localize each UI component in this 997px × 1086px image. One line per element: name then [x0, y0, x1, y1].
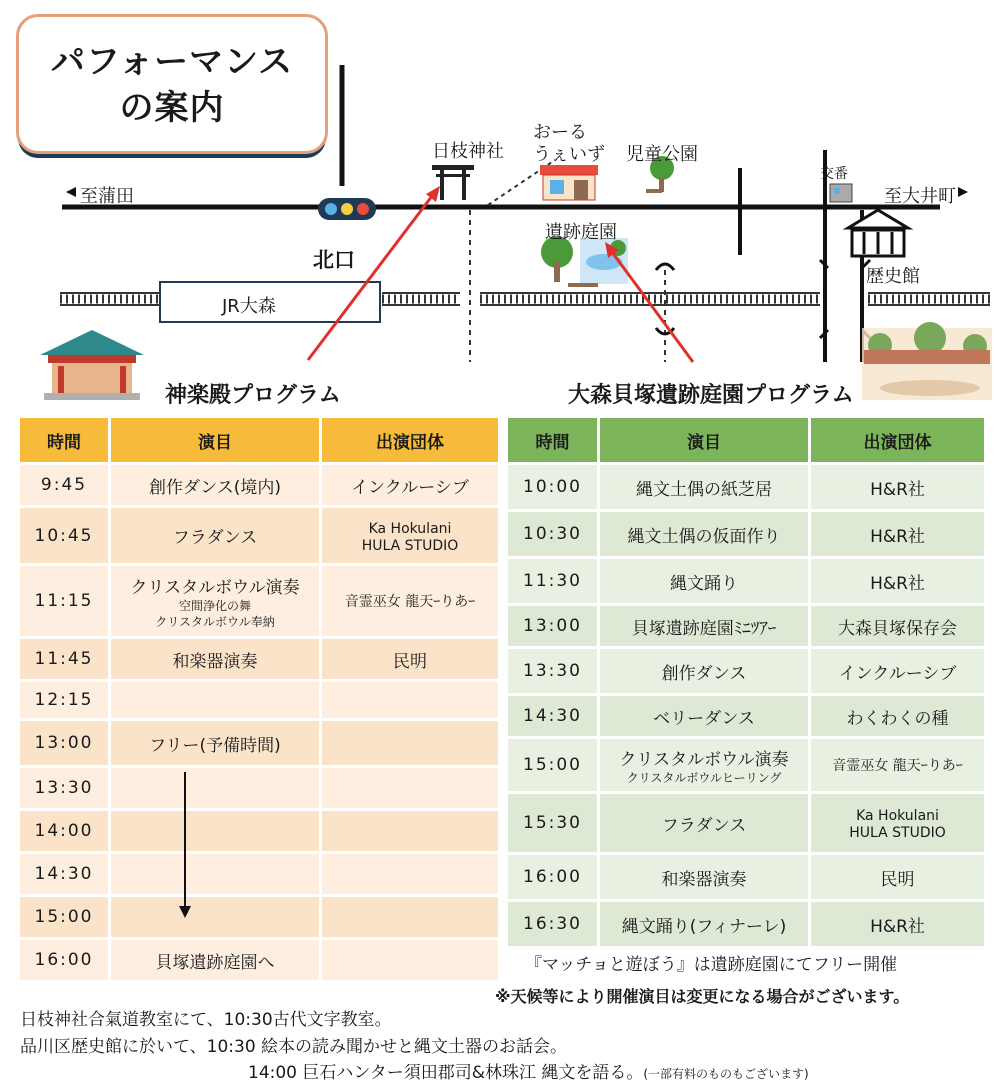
program-cell [600, 559, 811, 603]
table-row [20, 940, 498, 980]
jr-omori-label: JR大森 [222, 296, 276, 317]
table-row [508, 696, 984, 736]
group-text2: HULA STUDIO [849, 825, 946, 841]
column-header: 出演団体 [811, 418, 984, 462]
group-text: インクルーシブ [838, 663, 957, 684]
table-row [508, 606, 984, 646]
table-row [508, 512, 984, 556]
to-oimachi-label: 至大井町 [884, 186, 956, 207]
program-cell [111, 465, 322, 505]
program-text: 和楽器演奏 [661, 869, 747, 890]
program-text: クリスタルボウル演奏 [130, 577, 300, 598]
group-cell [322, 721, 498, 765]
program-text: フラダンス [172, 528, 258, 548]
group-cell [811, 465, 984, 509]
area-map [0, 0, 997, 400]
table-row [508, 559, 984, 603]
table-row [20, 768, 498, 808]
group-text: 音霊巫女 龍天ｰりあｰ [344, 594, 476, 610]
north-exit-label: 北口 [313, 248, 355, 272]
macho-note: 『マッチョと遊ぼう』は遺跡庭園にてフリー開催 [525, 955, 898, 975]
group-cell [322, 811, 498, 851]
group-cell [322, 897, 498, 937]
column-header: 時間 [508, 418, 600, 462]
ruins-garden-label: 遺跡庭園 [545, 222, 617, 243]
museum-icon [848, 210, 908, 256]
footer-line1: 日枝神社合氣道教室にて、10:30古代文字教室。 [20, 1010, 392, 1030]
table-row [20, 508, 498, 563]
down-arrow-icon [175, 770, 195, 920]
kagura-table [20, 415, 498, 983]
footer-line3-small: (一部有料のものもございます) [643, 1067, 809, 1081]
table-header-row [20, 418, 498, 462]
time-cell: 9:45 [20, 465, 111, 505]
group-text: インクルーシブ [351, 477, 469, 498]
program-cell [600, 512, 811, 556]
program-cell [111, 940, 322, 980]
program-text: 縄文踊り [670, 573, 738, 594]
time-cell: 15:00 [20, 897, 111, 937]
footer-line3 [248, 1058, 809, 1083]
group-text: H&R社 [870, 916, 925, 937]
group-cell [322, 854, 498, 894]
column-header: 演目 [600, 418, 811, 462]
title-line1: パフォーマンス [50, 42, 294, 82]
program-cell [600, 649, 811, 693]
group-text: 民明 [880, 869, 915, 890]
history-museum-label: 歴史館 [866, 266, 920, 287]
program-cell [111, 768, 322, 808]
police-box-icon [830, 184, 852, 202]
program-cell [600, 794, 811, 852]
time-cell: 15:00 [508, 739, 600, 791]
column-header: 演目 [111, 418, 322, 462]
left-arrow-icon [66, 187, 76, 197]
group-text: 音霊巫女 龍天ｰりあｰ [832, 758, 963, 774]
right-arrow-icon [958, 187, 968, 197]
time-cell: 11:30 [508, 559, 600, 603]
group-text: H&R社 [870, 479, 925, 500]
group-cell [811, 794, 984, 852]
program-cell [111, 811, 322, 851]
torii-icon [432, 165, 474, 200]
footer-line3-main: 14:00 巨石ハンター須田郡司&林珠江 縄文を語る。 [248, 1063, 644, 1083]
group-text: H&R社 [870, 573, 925, 594]
program-cell [111, 508, 322, 563]
group-text: 大森貝塚保存会 [838, 618, 957, 639]
hie-shrine-label: 日枝神社 [432, 141, 504, 162]
kagura-heading: 神楽殿プログラム [165, 383, 341, 408]
time-cell: 16:00 [20, 940, 111, 980]
all-ways-label-2: うぇいず [533, 144, 605, 165]
group-cell [322, 508, 498, 563]
group-cell [322, 465, 498, 505]
program-sub: クリスタルボウルヒーリング [626, 770, 782, 785]
title-line2: の案内 [119, 88, 225, 128]
program-cell [111, 682, 322, 718]
program-text: 縄文踊り(フィナーレ) [621, 916, 787, 937]
time-cell: 10:30 [508, 512, 600, 556]
group-text: 民明 [393, 651, 427, 672]
time-cell: 11:45 [20, 639, 111, 679]
group-cell [811, 696, 984, 736]
group-cell [811, 606, 984, 646]
all-ways-label-1: おーる [533, 122, 587, 143]
time-cell: 16:00 [508, 855, 600, 899]
table-header-row [508, 418, 984, 462]
group-cell [811, 512, 984, 556]
group-text: Ka Hokulani [856, 808, 939, 824]
program-text: 貝塚遺跡庭園ﾐﾆﾂｱｰ [631, 618, 777, 639]
time-cell: 13:30 [508, 649, 600, 693]
group-cell [811, 559, 984, 603]
footer-line2: 品川区歴史館に於いて、10:30 絵本の読み聞かせと縄文土器のお話会。 [20, 1037, 568, 1057]
group-cell [811, 902, 984, 946]
group-text2: HULA STUDIO [361, 537, 459, 554]
shop-icon [540, 165, 598, 200]
group-cell [322, 639, 498, 679]
kagura-hall-icon [40, 330, 144, 400]
table-row [508, 855, 984, 899]
group-cell [322, 768, 498, 808]
program-cell [111, 639, 322, 679]
table-row [20, 682, 498, 718]
program-text: 貝塚遺跡庭園へ [155, 952, 275, 973]
garden-heading: 大森貝塚遺跡庭園プログラム [568, 383, 854, 408]
program-sub2: クリスタルボウル奉納 [155, 614, 275, 629]
column-header: 時間 [20, 418, 111, 462]
traffic-light-icon [318, 198, 376, 220]
program-cell [111, 897, 322, 937]
table-row [20, 854, 498, 894]
program-cell [111, 854, 322, 894]
group-text: わくわくの種 [846, 708, 949, 729]
table-row [508, 649, 984, 693]
group-text: Ka Hokulani [368, 520, 452, 537]
time-cell: 13:00 [508, 606, 600, 646]
table-row [20, 639, 498, 679]
time-cell: 10:00 [508, 465, 600, 509]
program-text: 縄文土偶の紙芝居 [636, 479, 772, 500]
group-cell [811, 855, 984, 899]
time-cell: 14:30 [508, 696, 600, 736]
garden-table [508, 415, 984, 949]
garden-scene-icon [862, 322, 992, 400]
time-cell: 14:00 [20, 811, 111, 851]
time-cell: 12:15 [20, 682, 111, 718]
program-cell [600, 902, 811, 946]
table-row [508, 739, 984, 791]
program-cell [111, 721, 322, 765]
program-cell [600, 855, 811, 899]
program-text: フラダンス [661, 815, 747, 836]
to-kamata-label: 至蒲田 [80, 186, 134, 207]
weather-note: ※天候等により開催演目は変更になる場合がございます。 [495, 987, 910, 1006]
program-text: 創作ダンス(境内) [149, 477, 281, 498]
group-cell [322, 682, 498, 718]
program-text: 和楽器演奏 [172, 651, 258, 672]
time-cell: 14:30 [20, 854, 111, 894]
time-cell: 11:15 [20, 566, 111, 636]
table-row [20, 465, 498, 505]
group-cell [811, 739, 984, 791]
time-cell: 13:30 [20, 768, 111, 808]
group-cell [322, 940, 498, 980]
time-cell: 13:00 [20, 721, 111, 765]
time-cell: 15:30 [508, 794, 600, 852]
program-cell [600, 696, 811, 736]
group-cell [322, 566, 498, 636]
park-label: 児童公園 [626, 144, 698, 165]
program-cell [600, 465, 811, 509]
time-cell: 10:45 [20, 508, 111, 563]
table-row [508, 465, 984, 509]
program-text: ベリーダンス [653, 708, 755, 729]
table-row [508, 794, 984, 852]
program-cell [600, 606, 811, 646]
program-cell [600, 739, 811, 791]
group-text: H&R社 [870, 526, 925, 547]
table-row [20, 721, 498, 765]
table-row [508, 902, 984, 946]
koban-label: 交番 [820, 166, 848, 182]
program-text: クリスタルボウル演奏 [619, 749, 789, 770]
column-header: 出演団体 [322, 418, 498, 462]
group-cell [811, 649, 984, 693]
table-row [20, 566, 498, 636]
program-text: 縄文土偶の仮面作り [627, 526, 781, 547]
program-sub: 空間浄化の舞 [178, 598, 251, 613]
table-row [20, 811, 498, 851]
program-text: フリー(予備時間) [149, 735, 281, 756]
program-cell [111, 566, 322, 636]
program-text: 創作ダンス [661, 663, 747, 684]
time-cell: 16:30 [508, 902, 600, 946]
table-row [20, 897, 498, 937]
